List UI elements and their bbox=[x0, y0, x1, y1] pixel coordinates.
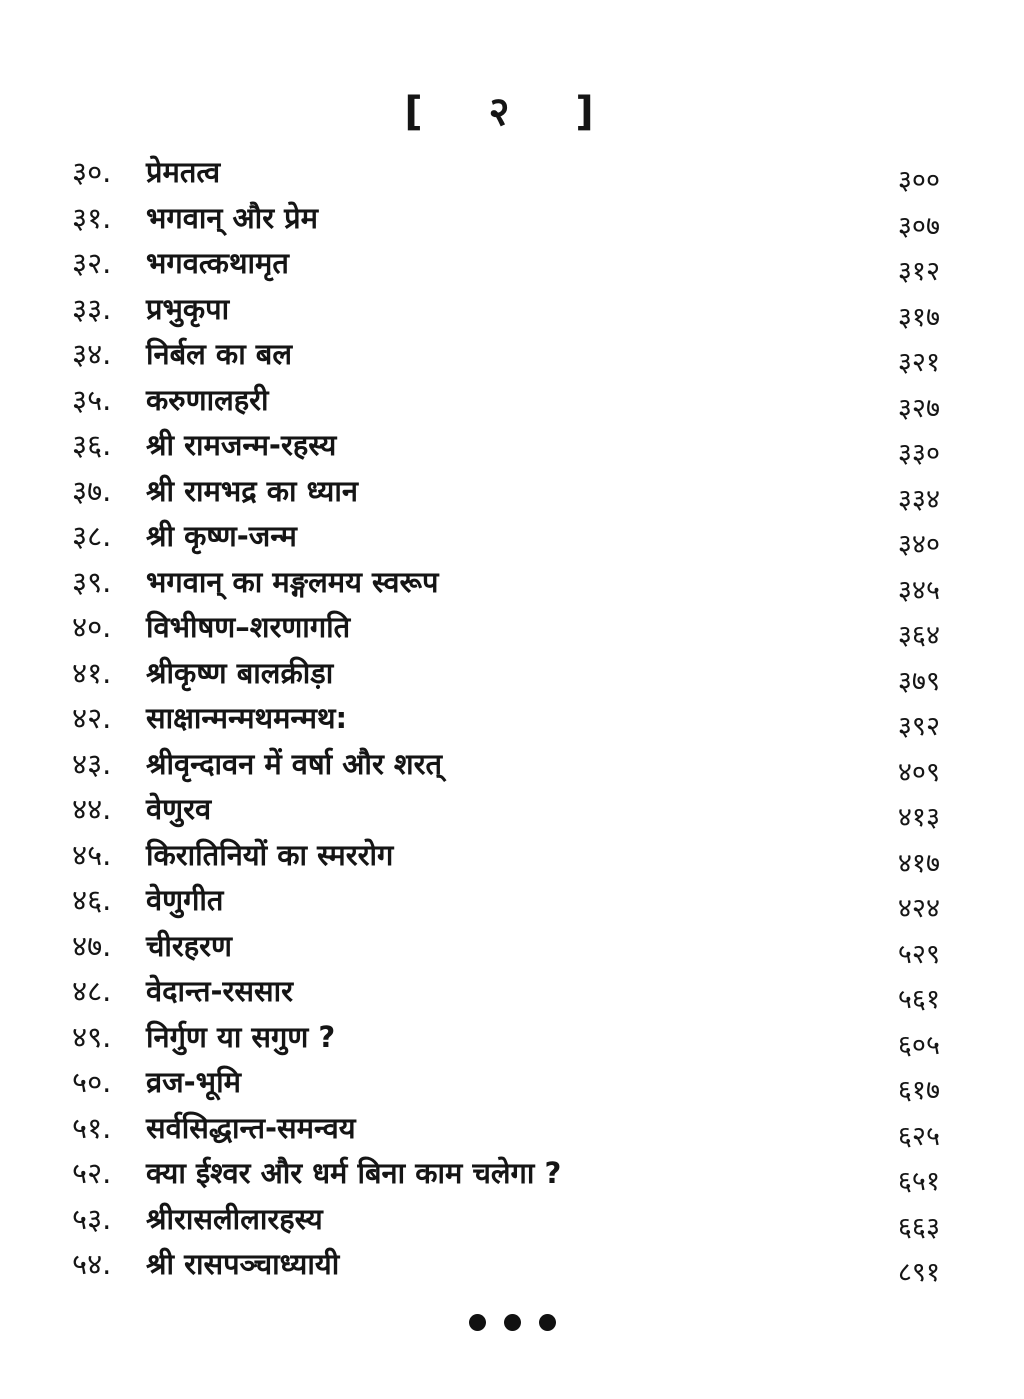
entry-number: ४५. bbox=[72, 837, 112, 872]
entry-number: ४८. bbox=[72, 974, 112, 1008]
entry-title: श्री रासपञ्चाध्यायी bbox=[146, 1247, 340, 1281]
entry-title: श्रीकृष्ण बालक्रीड़ा bbox=[146, 655, 334, 690]
toc-entry bbox=[72, 196, 952, 242]
entry-number: ३५. bbox=[72, 382, 112, 417]
entry-title: प्रेमतत्व bbox=[146, 155, 221, 189]
entry-title: श्रीरासलीलारहस्य bbox=[146, 1201, 323, 1236]
entry-title: किरातिनियों का स्मररोग bbox=[146, 837, 394, 872]
entry-title: श्री कृष्ण-जन्म bbox=[146, 519, 297, 553]
entry-page: ५२९ bbox=[897, 938, 940, 970]
ornament-dot bbox=[539, 1314, 556, 1331]
ornament-dot bbox=[504, 1314, 521, 1331]
toc-entry bbox=[72, 1242, 952, 1288]
entry-page: ६०५ bbox=[897, 1029, 940, 1061]
toc-entry bbox=[72, 1106, 952, 1152]
entry-number: ३६. bbox=[72, 428, 112, 462]
toc-entry bbox=[72, 742, 952, 788]
toc-entry bbox=[72, 287, 952, 333]
entry-page: ३९२ bbox=[897, 711, 940, 742]
entry-number: ४६. bbox=[72, 883, 112, 917]
entry-number: ३२. bbox=[72, 246, 112, 280]
entry-number: ५०. bbox=[72, 1065, 112, 1099]
entry-title: सर्वसिद्धान्त-समन्वय bbox=[146, 1110, 356, 1145]
toc-entry bbox=[72, 969, 952, 1015]
entry-page: ६१७ bbox=[897, 1075, 940, 1106]
entry-number: ५४. bbox=[72, 1247, 112, 1281]
entry-page: ३१७ bbox=[897, 301, 940, 333]
entry-number: ४३. bbox=[72, 746, 112, 781]
entry-page: ३३० bbox=[897, 438, 940, 469]
entry-title: श्रीवृन्दावन में वर्षा और शरत् bbox=[146, 746, 443, 781]
toc-entry bbox=[72, 878, 952, 924]
entry-page: ६६३ bbox=[897, 1211, 940, 1243]
entry-number: ३३. bbox=[72, 291, 112, 326]
toc-entry bbox=[72, 605, 952, 651]
entry-page: ३२१ bbox=[897, 347, 940, 378]
entry-number: ३४. bbox=[72, 337, 112, 371]
entry-number: ३९. bbox=[72, 564, 112, 599]
entry-number: ५२. bbox=[72, 1156, 112, 1190]
entry-number: ४१. bbox=[72, 655, 112, 690]
entry-page: ३३४ bbox=[897, 483, 940, 515]
entry-page: ५६१ bbox=[897, 984, 940, 1015]
entry-title: भगवान् का मङ्गलमय स्वरूप bbox=[146, 564, 439, 599]
toc-entry bbox=[72, 378, 952, 424]
entry-title: वेणुगीत bbox=[146, 883, 224, 917]
entry-title: प्रभुकृपा bbox=[146, 291, 230, 326]
entry-title: श्री रामजन्म-रहस्य bbox=[146, 428, 337, 462]
entry-title: वेणुरव bbox=[146, 792, 212, 826]
entry-number: ३१. bbox=[72, 200, 112, 235]
entry-title: वेदान्त-रससार bbox=[146, 974, 293, 1008]
entry-title: भगवान् और प्रेम bbox=[146, 200, 319, 235]
entry-page: ४१७ bbox=[897, 847, 940, 879]
entry-page: ६५१ bbox=[897, 1166, 940, 1197]
entry-title: निर्गुण या सगुण ? bbox=[146, 1019, 336, 1054]
toc-entry bbox=[72, 560, 952, 606]
entry-page: ३०० bbox=[897, 165, 940, 196]
toc-entry bbox=[72, 1197, 952, 1243]
entry-number: ५३. bbox=[72, 1201, 112, 1236]
entry-number: ३०. bbox=[72, 155, 112, 189]
toc-entry bbox=[72, 1060, 952, 1106]
entry-number: ४२. bbox=[72, 701, 112, 735]
entry-title: व्रज-भूमि bbox=[146, 1065, 241, 1099]
entry-number: ५१. bbox=[72, 1110, 112, 1145]
entry-page: ४२४ bbox=[897, 893, 940, 924]
entry-page: ६२५ bbox=[897, 1120, 940, 1152]
toc-entry bbox=[72, 1015, 952, 1061]
entry-title: श्री रामभद्र का ध्यान bbox=[146, 473, 358, 508]
entry-title: विभीषण–शरणागति bbox=[146, 610, 351, 644]
toc-entry bbox=[72, 833, 952, 879]
entry-title: करुणालहरी bbox=[146, 382, 269, 417]
toc-entry bbox=[72, 241, 952, 287]
toc-entry bbox=[72, 787, 952, 833]
entry-number: ४४. bbox=[72, 792, 112, 826]
entry-page: ३२७ bbox=[897, 392, 940, 424]
toc-entry bbox=[72, 423, 952, 469]
entry-page: ४१३ bbox=[897, 802, 940, 833]
end-ornament bbox=[0, 1314, 1024, 1331]
toc-entry bbox=[72, 514, 952, 560]
entry-page: ३७९ bbox=[897, 665, 940, 697]
entry-page: ३४० bbox=[897, 529, 940, 560]
toc-entry bbox=[72, 696, 952, 742]
toc-entry bbox=[72, 469, 952, 515]
entry-number: ४०. bbox=[72, 610, 112, 644]
entry-number: ४९. bbox=[72, 1019, 112, 1054]
entry-title: साक्षान्मन्मथमन्मथ: bbox=[146, 701, 348, 735]
toc-entry bbox=[72, 924, 952, 970]
toc-entry bbox=[72, 332, 952, 378]
entry-title: निर्बल का बल bbox=[146, 337, 293, 371]
entry-page: ८९१ bbox=[897, 1257, 940, 1288]
ornament-dot bbox=[469, 1314, 486, 1331]
entry-title: भगवत्कथामृत bbox=[146, 246, 289, 280]
toc-entry bbox=[72, 150, 952, 196]
entry-page: ३०७ bbox=[897, 210, 940, 242]
entry-page: ४०९ bbox=[897, 756, 940, 788]
entry-page: ३६४ bbox=[897, 620, 940, 651]
table-of-contents bbox=[72, 150, 952, 1288]
entry-number: ३७. bbox=[72, 473, 112, 508]
entry-title: क्या ईश्वर और धर्म बिना काम चलेगा ? bbox=[146, 1156, 562, 1190]
toc-entry bbox=[72, 1151, 952, 1197]
entry-title: चीरहरण bbox=[146, 928, 233, 963]
entry-number: ४७. bbox=[72, 928, 112, 963]
entry-number: ३८. bbox=[72, 519, 112, 553]
entry-page: ३१२ bbox=[897, 256, 940, 287]
page-number-header: [ २ ] bbox=[404, 89, 620, 135]
toc-entry bbox=[72, 651, 952, 697]
entry-page: ३४५ bbox=[897, 574, 940, 606]
